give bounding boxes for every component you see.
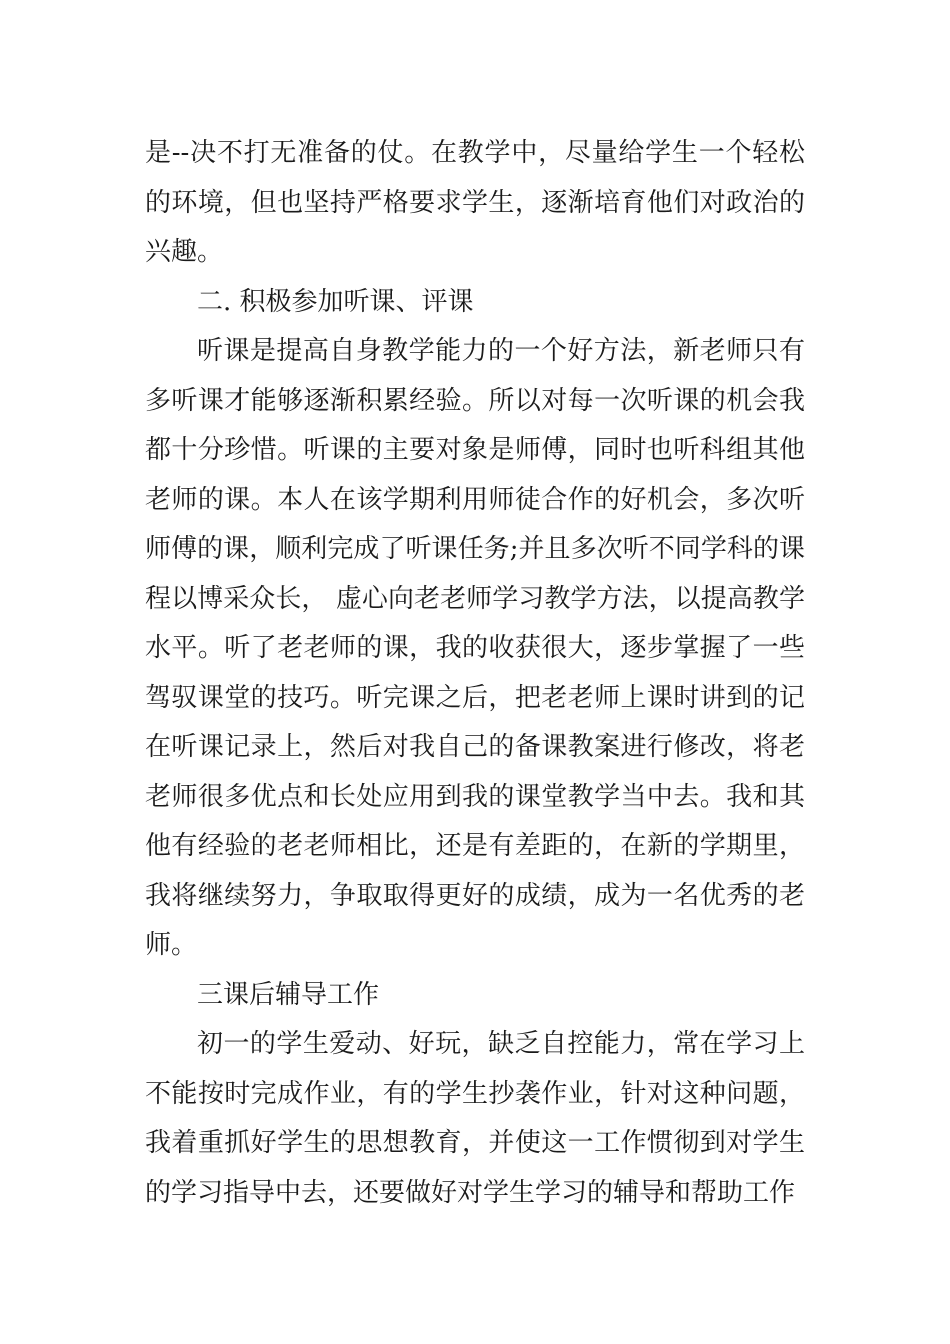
paragraph-continuation: 是--决不打无准备的仗。在教学中，尽量给学生一个轻松的环境，但也坚持严格要求学生，逐渐培育他们对政治的兴趣。: [145, 138, 805, 267]
paragraph-listening: 听课是提高自身教学能力的一个好方法，新老师只有多听课才能够逐渐积累经验。所以对每一次听课的机会我都十分珍惜。听课的主要对象是师傅，同时也听科组其他老师的课。本人在该学期利用师徒合作的好机会，多次听师傅的课，顺利完成了听课任务;并且多次听不同学科的课程以博采众长， 虚心向老老师学习教学方法，以提高教学水平。听了老老师的课，我的收获很大，逐步掌握了一些驾驭课堂的技巧。听完课之后，把老老师上课时讲到的记在听课记录上，然后对我自己的备课教案进行修改，将老老师很多优点和长处应用到我的课堂教学当中去。我和其他有经验的老老师相比，还是有差距的，在新的学期里，我将继续努力，争取取得更好的成绩，成为一名优秀的老师。: [145, 336, 805, 960]
section-heading-2: 二. 积极参加听课、评课: [197, 286, 474, 317]
document-body: [145, 129, 805, 1218]
section-heading-3: 三课后辅导工作: [197, 979, 380, 1010]
paragraph-tutoring: 初一的学生爱动、好玩，缺乏自控能力，常在学习上不能按时完成作业，有的学生抄袭作业，针对这种问题，我着重抓好学生的思想教育，并使这一工作惯彻到对学生的学习指导中去，还要做好对学生学习的辅导和帮助工作: [145, 1029, 805, 1208]
